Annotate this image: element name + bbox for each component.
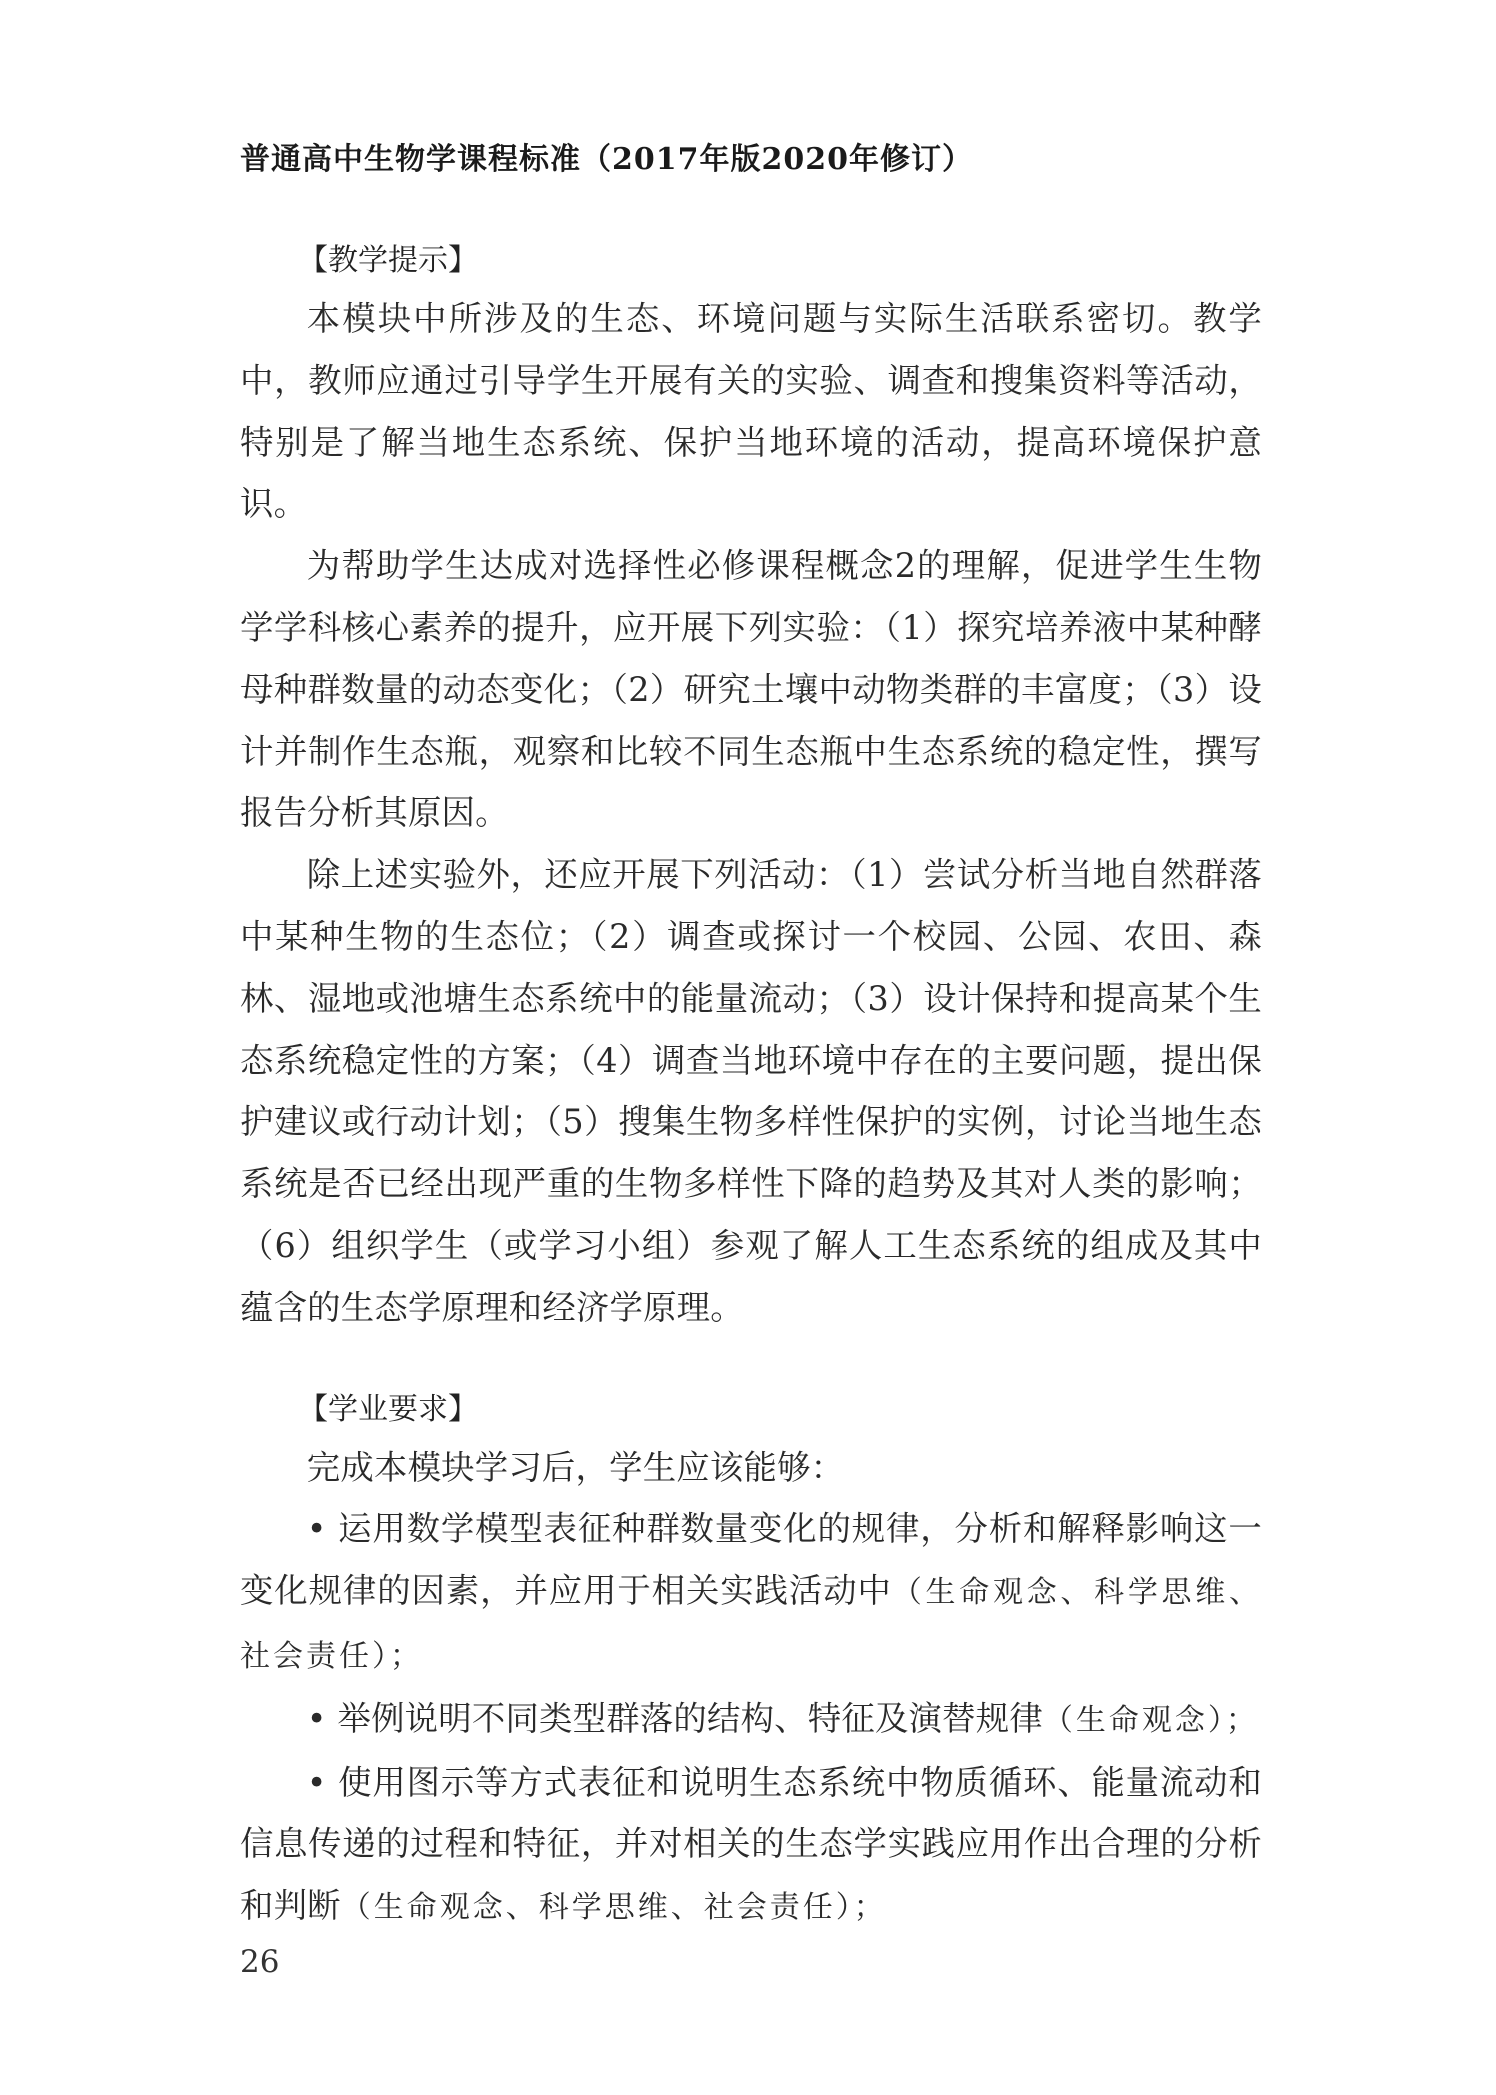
requirement-item-3-text: • 使用图示等方式表征和说明生态系统中物质循环、能量流动和信息传递的过程和特征，并对相关的生态学实践应用作出合理的分析和判断	[240, 1762, 1262, 1926]
section-heading-teaching-tips: 【教学提示】	[298, 243, 478, 278]
requirement-item-3-tag: （生命观念、科学思维、社会责任）；	[340, 1890, 887, 1926]
page-body	[240, 234, 1262, 1939]
requirement-item-2-tag: （生命观念）；	[1042, 1702, 1259, 1738]
page-number: 26	[240, 1944, 280, 1980]
section-gap	[240, 1339, 1262, 1383]
running-header-title: 普通高中生物学课程标准（2017年版2020年修订）	[240, 142, 973, 177]
requirement-item-2	[240, 1688, 1262, 1752]
requirement-item-1	[240, 1498, 1262, 1687]
teaching-paragraph-3: 除上述实验外，还应开展下列活动：（1）尝试分析当地自然群落中某种生物的生态位；（2）调查或探讨一个校园、公园、农田、森林、湿地或池塘生态系统中的能量流动；（3）设计保持和提高某个生态系统稳定性的方案；（4）调查当地环境中存在的主要问题，提出保护建议或行动计划；（5）搜集生物多样性保护的实例，讨论当地生态系统是否已经出现严重的生物多样性下降的趋势及其对人类的影响；（6）组织学生（或学习小组）参观了解人工生态系统的组成及其中蕴含的生态学原理和经济学原理。	[240, 855, 1262, 1327]
requirement-item-2-text: • 举例说明不同类型群落的结构、特征及演替规律	[306, 1698, 1043, 1738]
requirement-item-1-text: • 运用数学模型表征种群数量变化的规律，分析和解释影响这一变化规律的因素，并应用于相关实践活动中	[240, 1509, 1262, 1611]
teaching-paragraph-1: 本模块中所涉及的生态、环境问题与实际生活联系密切。教学中，教师应通过引导学生开展有关的实验、调查和搜集资料等活动，特别是了解当地生态系统、保护当地环境的活动，提高环境保护意识。	[240, 299, 1262, 524]
requirement-item-3	[240, 1752, 1262, 1939]
requirement-item-1-tag: （生命观念、科学思维、社会责任）；	[240, 1575, 1262, 1674]
section-heading-academic-requirements: 【学业要求】	[298, 1391, 478, 1427]
requirements-intro: 完成本模块学习后，学生应该能够：	[306, 1447, 845, 1487]
teaching-paragraph-2: 为帮助学生达成对选择性必修课程概念2的理解，促进学生生物学学科核心素养的提升，应开展下列实验：（1）探究培养液中某种酵母种群数量的动态变化；（2）研究土壤中动物类群的丰富度；（3）设计并制作生态瓶，观察和比较不同生态瓶中生态系统的稳定性，撰写报告分析其原因。	[240, 546, 1262, 833]
